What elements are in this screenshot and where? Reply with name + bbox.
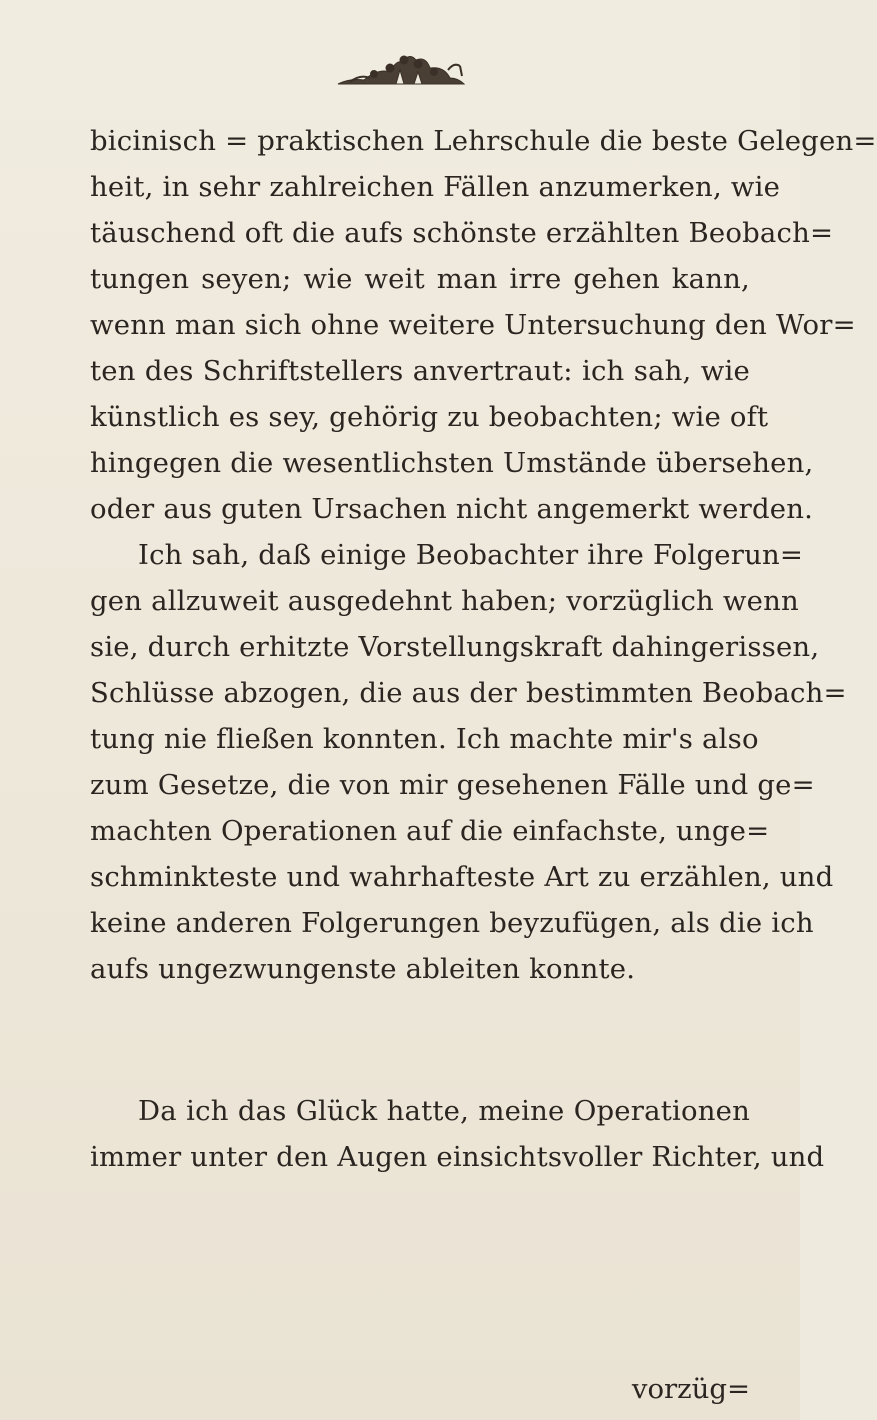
text-line: künstlich es sey, gehörig zu beobachten; wie oft bbox=[90, 401, 769, 433]
text-line: oder aus guten Ursachen nicht angemerkt werden. bbox=[90, 493, 814, 525]
catchword: vorzüg= bbox=[631, 1373, 750, 1405]
text-line: bicinisch = praktischen Lehrschule die beste Gelegen= bbox=[90, 125, 877, 157]
text-line: gen allzuweit ausgedehnt haben; vorzüglich wenn bbox=[90, 585, 799, 617]
paragraph-gap bbox=[90, 992, 750, 1088]
text-line: immer unter den Augen einsichtsvoller Richter, und bbox=[90, 1141, 825, 1173]
text-line: täuschend oft die aufs schönste erzählten Beobach= bbox=[90, 217, 834, 249]
text-line: machten Operationen auf die einfachste, unge= bbox=[90, 815, 770, 847]
text-line: Schlüsse abzogen, die aus der bestimmten Beobach= bbox=[90, 677, 847, 709]
text-line: Da ich das Glück hatte, meine Operationen bbox=[138, 1095, 750, 1127]
text-line: zum Gesetze, die von mir gesehenen Fälle und ge= bbox=[90, 769, 815, 801]
text-line: sie, durch erhitzte Vorstellungskraft dahingerissen, bbox=[90, 631, 820, 663]
text-line: schminkteste und wahrhafteste Art zu erzählen, und bbox=[90, 861, 834, 893]
text-line: hingegen die wesentlichsten Umstände übersehen, bbox=[90, 447, 814, 479]
body-text bbox=[90, 118, 877, 1180]
text-line: keine anderen Folgerungen beyzufügen, als die ich bbox=[90, 907, 814, 939]
text-line: aufs ungezwungenste ableiten konnte. bbox=[90, 953, 636, 985]
text-line: tung nie fließen konnten. Ich machte mir's also bbox=[90, 723, 759, 755]
printer-vignette-ornament-icon bbox=[330, 48, 470, 90]
text-line: heit, in sehr zahlreichen Fällen anzumerken, wie bbox=[90, 171, 781, 203]
text-line: ten des Schriftstellers anvertraut: ich sah, wie bbox=[90, 355, 750, 387]
text-line: Ich sah, daß einige Beobachter ihre Folgerun= bbox=[138, 539, 804, 571]
text-line: tungen seyen; wie weit man irre gehen kann, bbox=[90, 263, 750, 295]
text-line: wenn man sich ohne weitere Untersuchung den Wor= bbox=[90, 309, 856, 341]
